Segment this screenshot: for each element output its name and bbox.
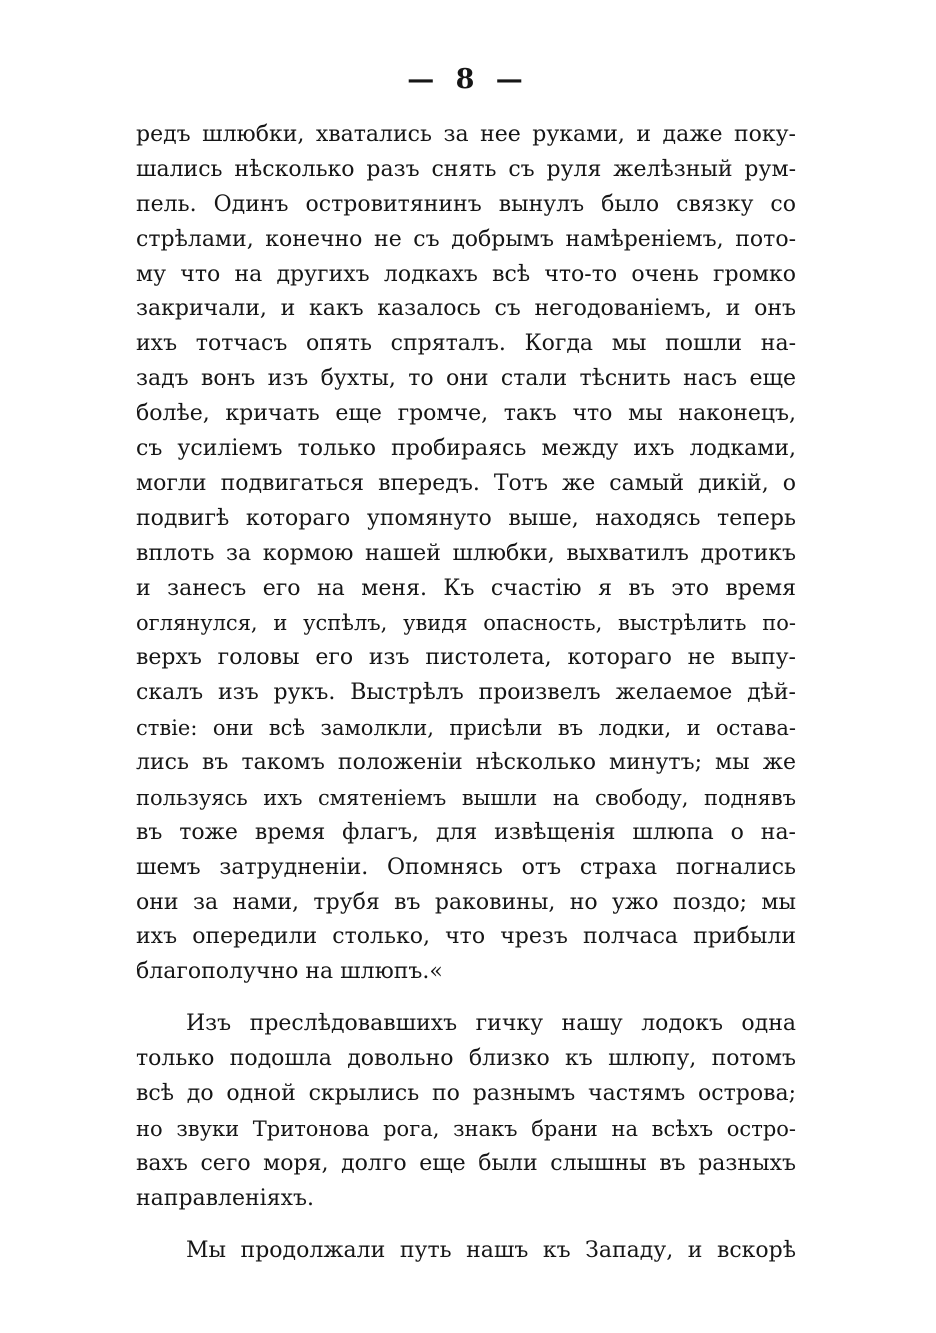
text-line: но звуки Тритонова рога, знакъ брани на всѣхъ остро-	[136, 1116, 796, 1141]
text-line: закричали, и какъ казалось съ негодованіемъ, и онъ	[136, 296, 796, 322]
paragraph-spacer	[136, 990, 796, 1007]
text-line: задъ вонъ изъ бухты, то они стали тѣснить насъ еще	[136, 366, 796, 392]
text-line: лись въ такомъ положеніи нѣсколько минутъ; мы же	[136, 750, 796, 776]
text-line: ихъ тотчасъ опять спряталъ. Когда мы пошли на-	[136, 331, 796, 357]
text-line: пель. Одинъ островитянинъ вынулъ было связку со	[136, 191, 796, 217]
text-line: всѣ до одной скрылись по разнымъ частямъ острова;	[136, 1081, 796, 1107]
text-line: въ тоже время флагъ, для извѣщенія шлюпа о на-	[136, 819, 796, 845]
paragraph-2	[136, 1007, 796, 1216]
text-line: ихъ опередили столько, что чрезъ полчаса прибыли	[136, 924, 796, 950]
text-line: только подошла довольно близко къ шлюпу, потомъ	[136, 1046, 796, 1072]
paragraph-1	[136, 118, 796, 990]
text-line: они за нами, трубя въ раковины, но ужо поздо; мы	[136, 889, 796, 915]
text-body	[136, 118, 796, 1269]
text-line: шемъ затрудненіи. Опомнясь отъ страха погнались	[136, 854, 796, 880]
text-line: ствіе: они всѣ замолкли, присѣли въ лодки, и остава-	[136, 716, 796, 741]
text-line: вахъ сего моря, долго еще были слышны въ разныхъ	[136, 1150, 796, 1176]
text-line: шались нѣсколько разъ снять съ руля желѣзный рум-	[136, 156, 796, 182]
paragraph-3	[136, 1234, 796, 1269]
text-line: пользуясь ихъ смятеніемъ вышли на свободу, поднявъ	[136, 785, 796, 810]
text-line: оглянулся, и успѣлъ, увидя опасность, выстрѣлить по-	[136, 611, 796, 636]
paragraph-spacer	[136, 1217, 796, 1234]
text-line: стрѣлами, конечно не съ добрымъ намѣреніемъ, пото-	[136, 226, 796, 252]
text-line: и занесъ его на меня. Къ счастію я въ это время	[136, 575, 796, 601]
text-line: Изъ преслѣдовавшихъ гичку нашу лодокъ одна	[186, 1011, 796, 1037]
text-line: верхъ головы его изъ пистолета, котораго не выпу-	[136, 645, 796, 671]
text-line: му что на другихъ лодкахъ всѣ что-то очень громко	[136, 261, 796, 287]
text-line: направленіяхъ.	[136, 1185, 314, 1211]
text-line: подвигѣ котораго упомянуто выше, находясь теперь	[136, 505, 796, 531]
text-line: Мы продолжали путь нашъ къ Западу, и вскорѣ	[186, 1237, 796, 1263]
text-line: скалъ изъ рукъ. Выстрѣлъ произвелъ желаемое дѣй-	[136, 680, 796, 706]
text-line: болѣе, кричать еще громче, такъ что мы наконецъ,	[136, 401, 796, 427]
text-line: благополучно на шлюпъ.«	[136, 959, 443, 985]
text-line: редъ шлюбки, хватались за нее руками, и даже поку-	[136, 122, 796, 147]
text-line: вплоть за кормою нашей шлюбки, выхватилъ дротикъ	[136, 540, 796, 566]
page-number: — 8 —	[407, 64, 529, 95]
text-line: могли подвигаться впередъ. Тотъ же самый дикій, о	[136, 470, 796, 496]
text-line: съ усиліемъ только пробираясь между ихъ лодками,	[136, 436, 796, 462]
